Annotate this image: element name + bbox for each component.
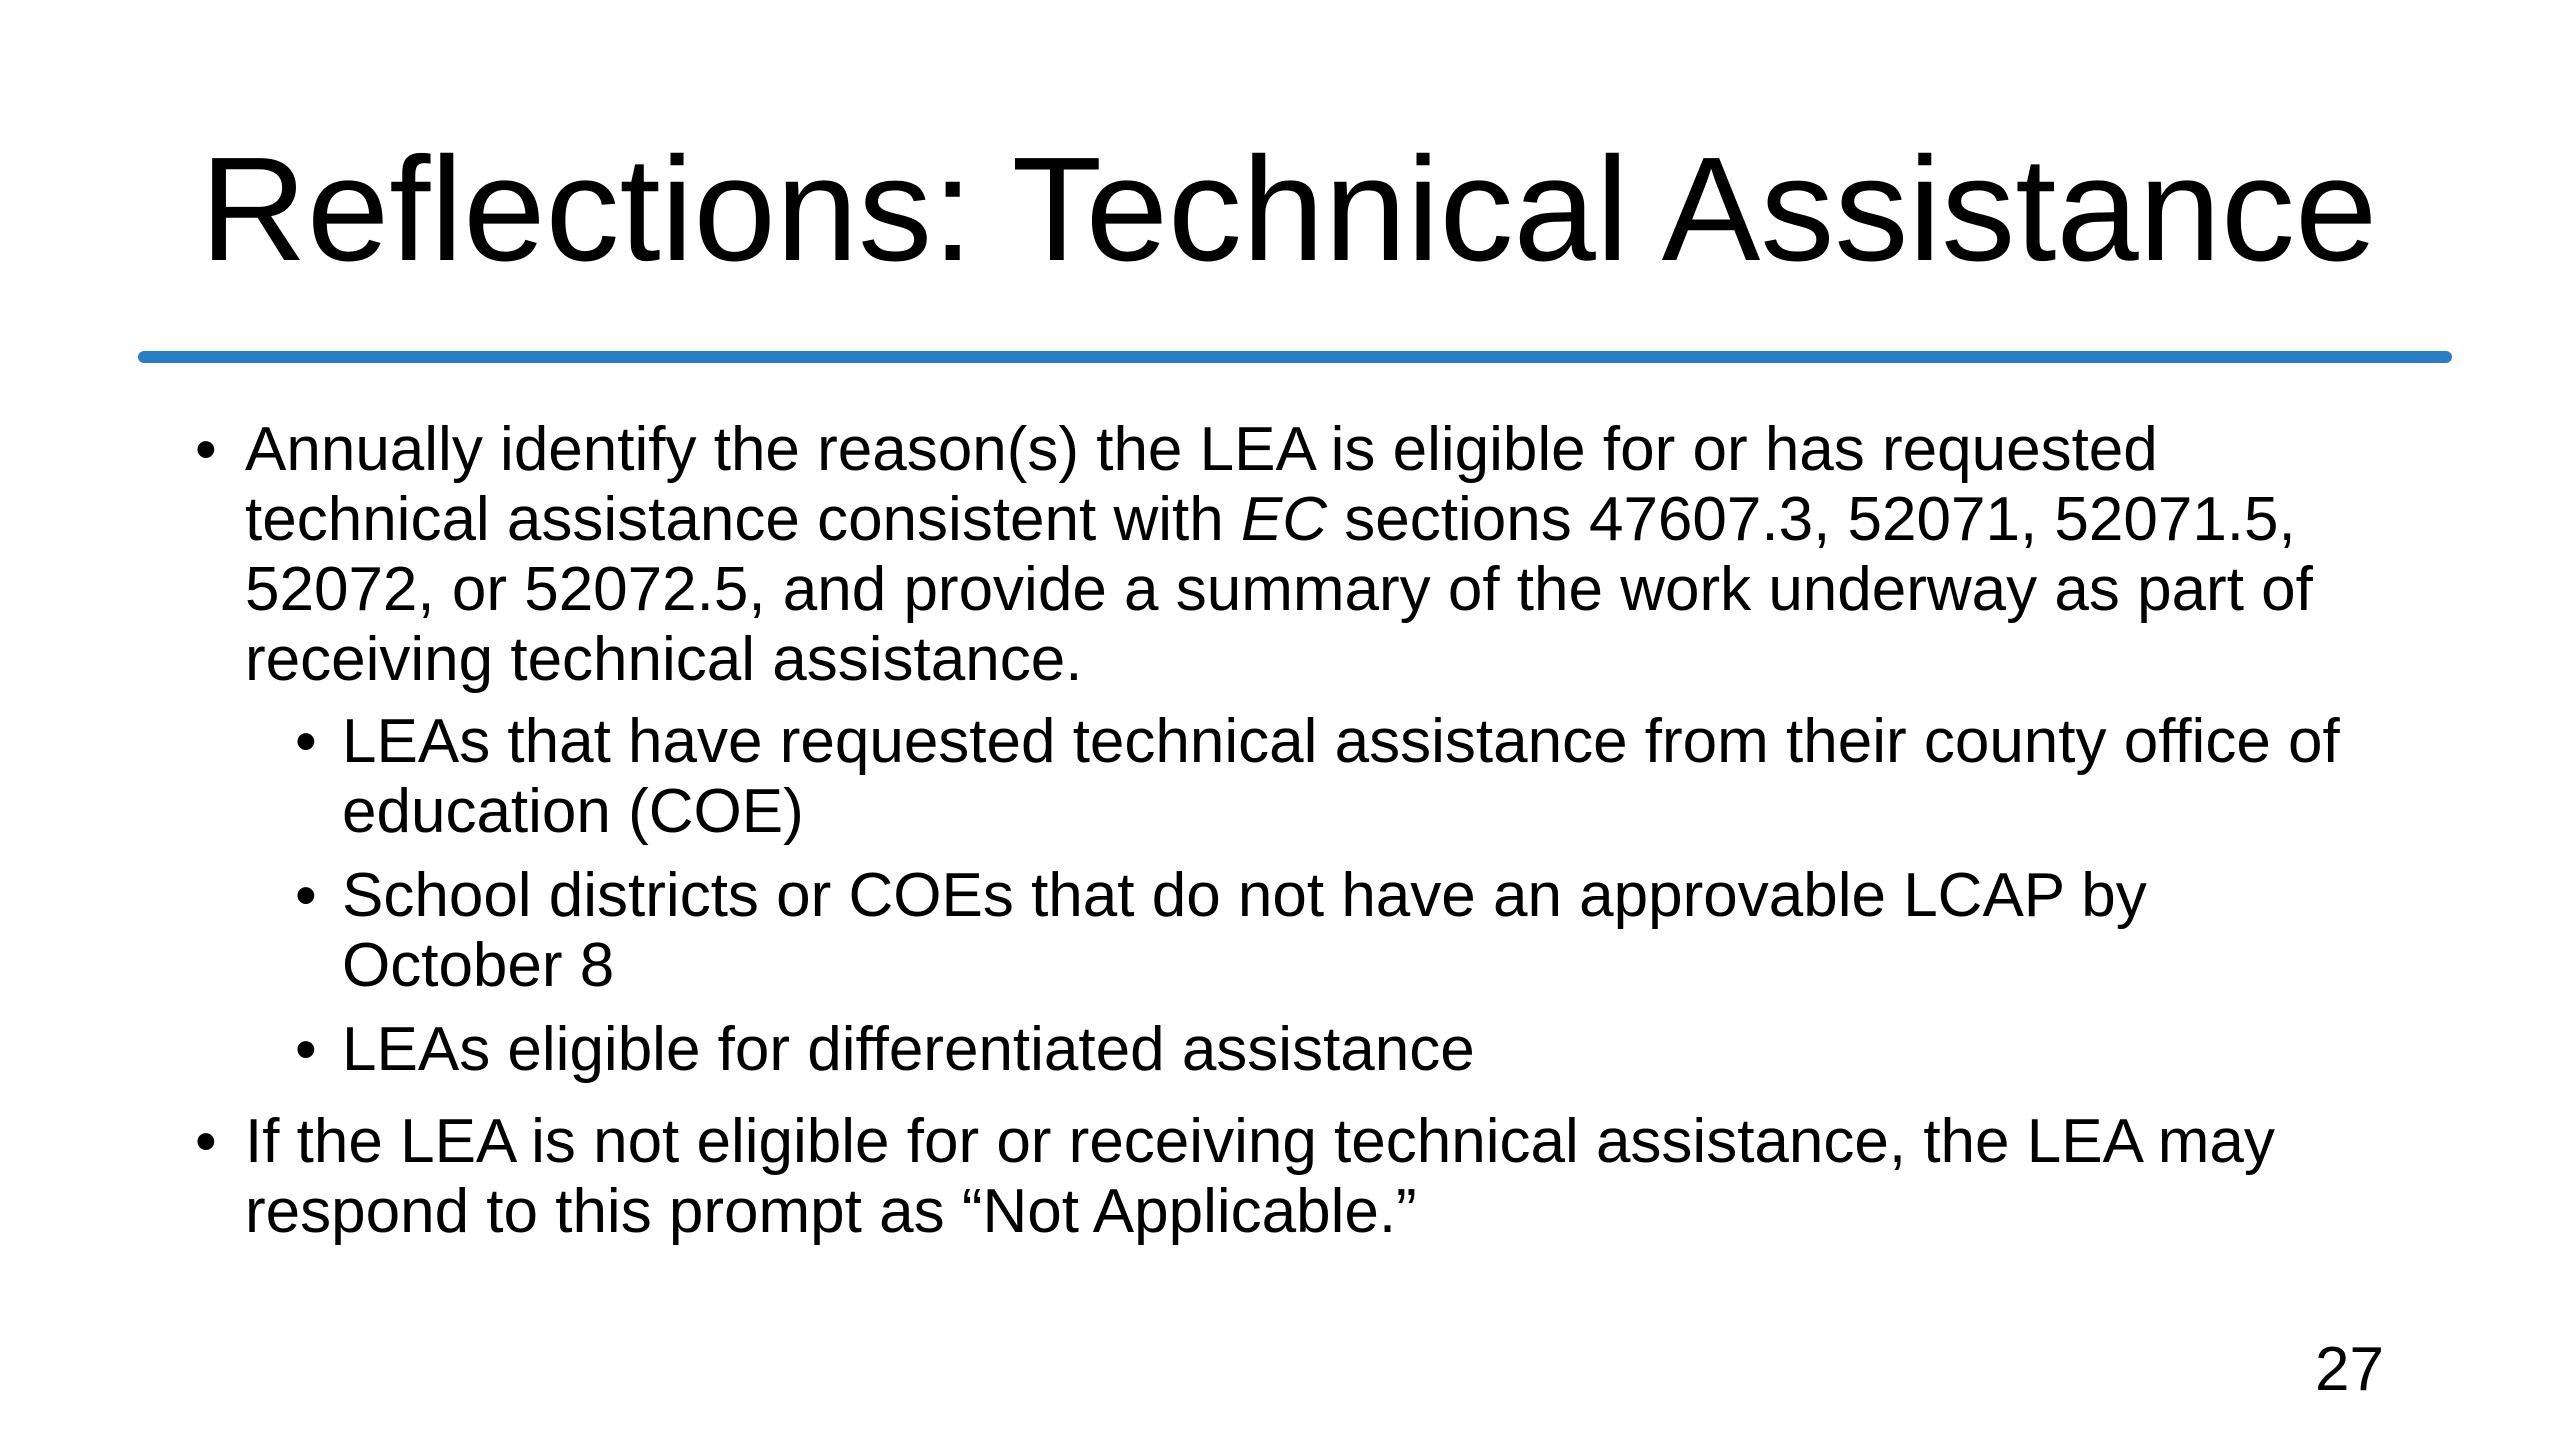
bullet-item-1	[0, 415, 2395, 695]
bullet-icon: •	[295, 707, 317, 776]
sub-bullet-item-1	[0, 707, 2362, 847]
bullet-text-1-after: sections 47607.3, 52071, 52071.5, 52072, or 52072.5, and provide a summary of the work underway as part of receiving technical assistance.	[245, 485, 2313, 694]
bullet-text-1-em: EC	[1240, 485, 1328, 554]
sub-bullet-item-2	[0, 861, 2362, 1001]
bullet-item-2	[0, 1107, 2395, 1247]
bullet-icon: •	[295, 861, 317, 930]
bullet-icon: •	[195, 1107, 217, 1176]
sub-bullet-text-3: LEAs eligible for differentiated assistance	[342, 1015, 1475, 1084]
page-number: 27	[2315, 1335, 2384, 1404]
bullet-text-2: If the LEA is not eligible for or receiving technical assistance, the LEA may respond to this prompt as “Not Applicable.”	[245, 1107, 2275, 1246]
bullet-icon: •	[295, 1015, 317, 1084]
sub-bullet-text-1: LEAs that have requested technical assistance from their county office of education (COE)	[342, 707, 2340, 846]
slide-title: Reflections: Technical Assistance	[200, 127, 2378, 292]
title-divider	[138, 351, 2452, 363]
bullet-icon: •	[195, 415, 217, 484]
bullet-text-1-before: Annually identify the reason(s) the LEA is eligible for or has requested technical assistance consistent with	[245, 415, 2158, 554]
sub-bullet-text-2: School districts or COEs that do not have an approvable LCAP by October 8	[342, 861, 2147, 1000]
bullet-list	[0, 415, 2560, 1247]
sub-bullet-item-3	[0, 1015, 2362, 1085]
